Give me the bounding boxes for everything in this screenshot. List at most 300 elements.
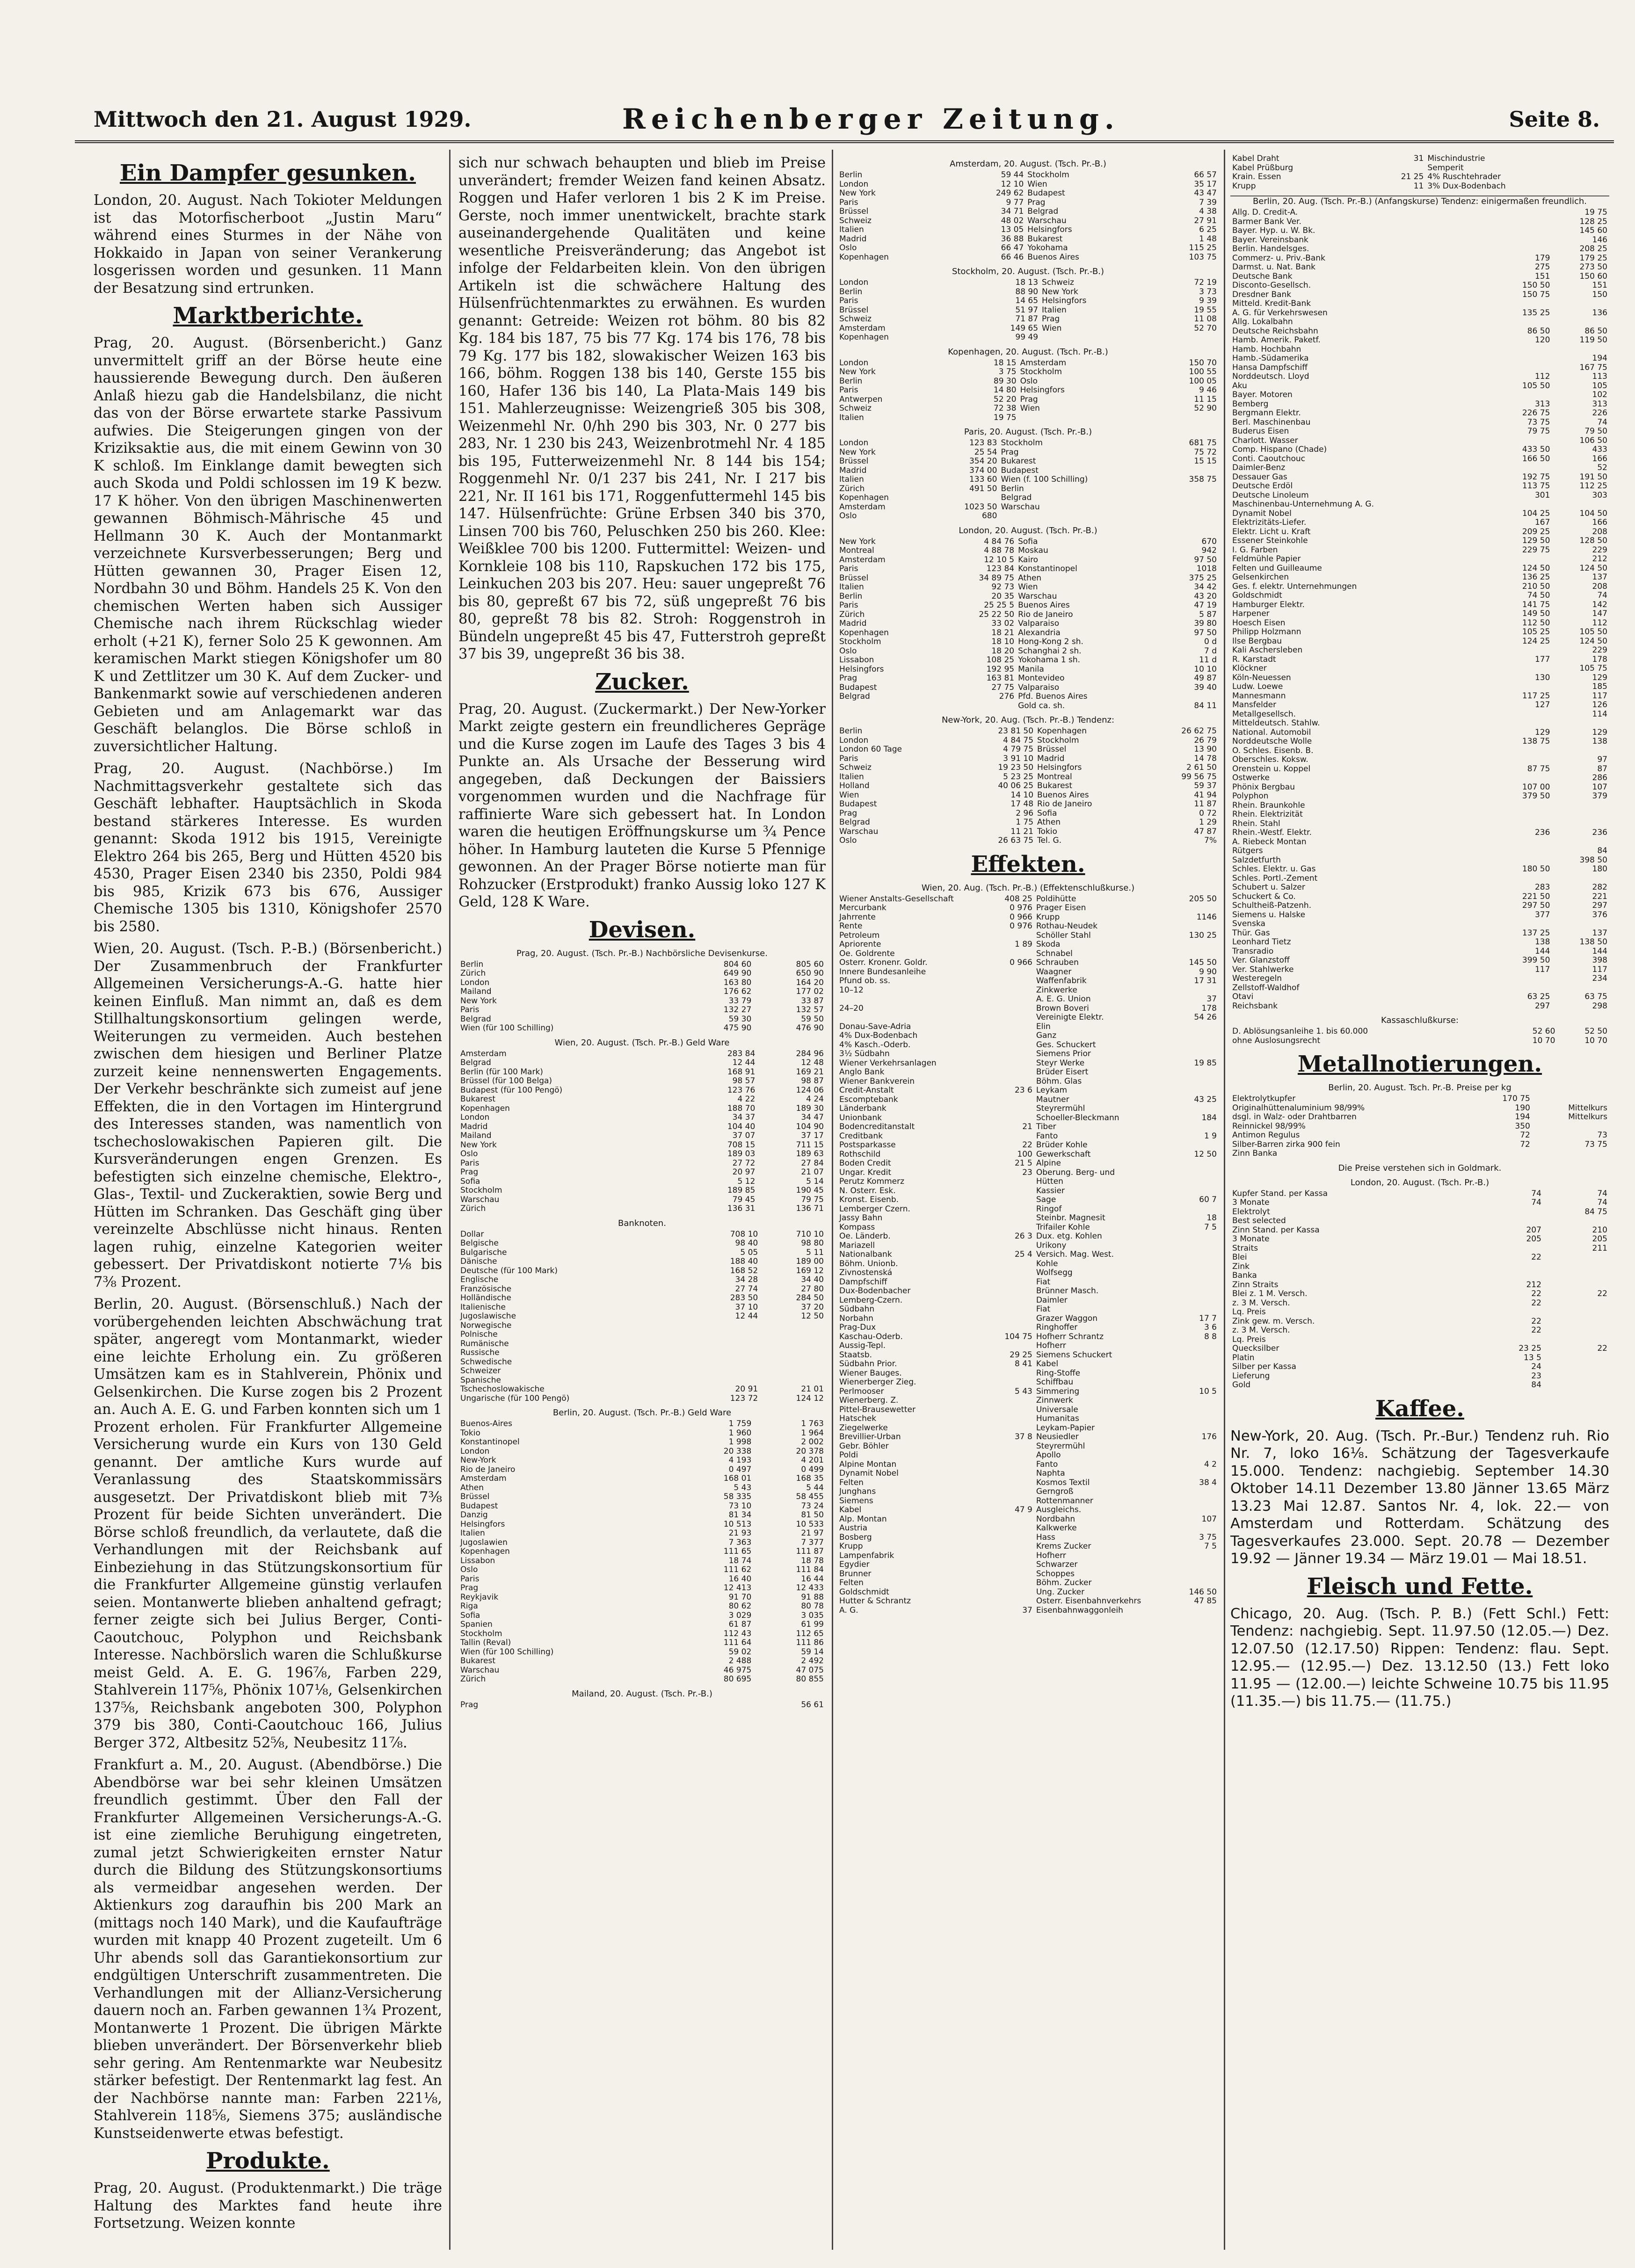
price-value xyxy=(1543,1281,1609,1290)
price-value: 13 5 xyxy=(1524,1353,1541,1362)
rate-value: 133 60 xyxy=(969,475,997,484)
security-name: Ges. f. elektr. Unternehmungen xyxy=(1232,582,1357,591)
rate-value: 25 22 50 xyxy=(979,610,1015,619)
place-name: Reykjavik xyxy=(460,1593,499,1602)
rate-value: 1 75 xyxy=(1016,818,1034,827)
quote-value xyxy=(1177,1469,1219,1478)
rate-value xyxy=(940,702,1016,711)
rate-geld: 33 79 xyxy=(728,996,752,1006)
rate-value: 374 00 xyxy=(969,466,997,475)
quote-value xyxy=(1601,182,1609,191)
table-row xyxy=(837,1323,1219,1333)
place-name: Polnische xyxy=(460,1330,498,1339)
security-name: Lq. Preis xyxy=(1232,1335,1266,1344)
place-name: Valparaiso xyxy=(1018,683,1060,692)
table-row xyxy=(837,1268,1219,1278)
table-row xyxy=(1230,299,1609,309)
table-row xyxy=(1230,1217,1609,1226)
rate-ware: 21 07 xyxy=(801,1168,824,1177)
rate-value: 0 72 xyxy=(1199,809,1217,818)
quote-value xyxy=(993,1469,1034,1478)
rate-value: 3 75 xyxy=(998,368,1017,377)
price-value: 205 xyxy=(1592,1235,1607,1244)
rate-geld: 176 62 xyxy=(723,987,752,996)
table-row xyxy=(837,1487,1219,1497)
rate-ware: 34 40 xyxy=(801,1275,824,1284)
rate-value: 66 57 xyxy=(1194,171,1217,180)
security-name: Wiener Bauges. xyxy=(839,1369,902,1378)
rate-ware: 79 75 xyxy=(801,1195,824,1204)
quote-prev: 297 50 xyxy=(1522,901,1550,910)
quote-today: 136 xyxy=(1592,308,1607,318)
table-row xyxy=(837,1196,1219,1205)
rate-value xyxy=(1162,493,1219,503)
rate-value: 681 75 xyxy=(1189,439,1217,448)
security-name: Feldmühle Papier xyxy=(1232,555,1301,564)
security-name: Schwarzer xyxy=(1036,1560,1078,1569)
kopenhagen-table xyxy=(837,359,1219,423)
rate-geld: 5 05 xyxy=(740,1248,758,1257)
rate-geld: 79 45 xyxy=(732,1195,756,1204)
rate-geld xyxy=(694,1340,760,1349)
rate-geld: 132 27 xyxy=(723,1006,752,1014)
quote-value: 8 8 xyxy=(1204,1332,1217,1341)
security-name: Blei xyxy=(1232,1253,1247,1262)
rate-value: 10 10 xyxy=(1194,665,1217,674)
security-name: Südbahn xyxy=(839,1305,875,1314)
table-row xyxy=(458,1529,826,1538)
place-name: Helsingfors xyxy=(1020,386,1065,395)
quote-value: 4 2 xyxy=(1204,1460,1217,1469)
security-name: Otavi xyxy=(1232,993,1254,1001)
security-name: Klöckner xyxy=(1232,664,1267,673)
rate-ware: 18 78 xyxy=(801,1556,824,1565)
place-name xyxy=(1018,413,1141,423)
rate-ware: 81 50 xyxy=(801,1511,824,1520)
rate-value: 149 65 xyxy=(1010,324,1039,333)
table-row xyxy=(837,1533,1219,1543)
quote-value: 0 976 xyxy=(1010,904,1032,913)
price-value: 23 xyxy=(1531,1371,1541,1381)
security-name: Dynamit Nobel xyxy=(1232,509,1292,518)
place-name: Bukarest xyxy=(460,1095,495,1104)
table-row xyxy=(458,1666,826,1675)
security-name: Ungar. Kredit xyxy=(839,1168,892,1177)
place-name: Madrid xyxy=(839,466,867,475)
quote-value xyxy=(1177,1177,1219,1187)
rate-value: 7 d xyxy=(1204,646,1217,656)
security-name: Naphta xyxy=(1036,1469,1065,1478)
price-value: 205 xyxy=(1526,1235,1541,1244)
price-value: 22 xyxy=(1531,1317,1541,1326)
article-dampfer: London, 20. August. Nach Tokioter Meldungen ist das Motorfischerboot „Justin Maru“ während eines Sturmes in der Nähe von Hokkaido in Japan von seiner Verankerung losgerissen worden und gesunken. 11 Mann der Besatzung sind ertrunken. xyxy=(94,192,442,297)
rate-ware xyxy=(760,1330,826,1340)
place-name: Berlin xyxy=(839,592,863,601)
quote-value: 37 xyxy=(1022,1606,1032,1615)
rate-ware xyxy=(760,1358,826,1367)
price-value xyxy=(1477,1308,1543,1317)
quote-value: 17 31 xyxy=(1194,977,1217,985)
table-row xyxy=(837,745,1219,754)
table-row xyxy=(1230,774,1609,783)
place-name: Warschau xyxy=(460,1195,500,1204)
quote-value xyxy=(1177,1232,1219,1241)
table-row xyxy=(837,537,1219,547)
rate-value: 12 10 xyxy=(1001,180,1024,189)
price-value: 84 75 xyxy=(1584,1207,1607,1217)
quote-prev xyxy=(1495,810,1552,819)
table-row xyxy=(458,1611,826,1621)
table-row xyxy=(837,413,1219,423)
table-row xyxy=(837,324,1219,333)
quote-value xyxy=(1177,1424,1219,1433)
quote-today: 74 xyxy=(1597,591,1607,600)
place-name: Paris xyxy=(839,386,858,395)
table-row xyxy=(458,1593,826,1602)
table-row xyxy=(837,656,1219,665)
security-name: Alpine Montan xyxy=(839,1460,897,1469)
place-name: Norwegische xyxy=(460,1321,512,1330)
place-name: London xyxy=(839,180,869,189)
security-name: Bodencreditanstalt xyxy=(839,1123,915,1131)
security-name: Siemens xyxy=(839,1496,873,1506)
rate-value: 47 87 xyxy=(1194,827,1217,836)
table-row xyxy=(458,1204,826,1214)
place-name: Madrid xyxy=(1037,754,1065,763)
place-name: Spanien xyxy=(460,1620,493,1629)
quote-value xyxy=(1177,1487,1219,1497)
quote-value xyxy=(993,1260,1034,1269)
table-row xyxy=(1230,427,1609,436)
rate-value: 99 49 xyxy=(1015,333,1039,342)
rate-value: 71 87 xyxy=(1015,315,1039,324)
quote-today: 86 50 xyxy=(1584,326,1607,336)
price-note: Mittelkurs xyxy=(1568,1103,1607,1113)
security-name: Mercurbank xyxy=(839,904,887,913)
security-name: Hütten xyxy=(1036,1177,1063,1186)
quote-value xyxy=(993,1515,1034,1524)
place-name xyxy=(1040,333,1155,342)
security-name: Darmst. u. Nat. Bank xyxy=(1232,263,1315,272)
stockholm-heading: Stockholm, 20. August. (Tsch. Pr.-B.) xyxy=(952,267,1105,276)
rate-geld: 20 91 xyxy=(735,1385,758,1394)
security-name: Westeregeln xyxy=(1232,974,1282,983)
place-name: Brüssel xyxy=(839,207,869,216)
place-name: Prag xyxy=(460,1700,479,1710)
place-name: Rio de Janeiro xyxy=(460,1465,516,1474)
table-row xyxy=(837,986,1219,995)
place-name: Alexandria xyxy=(1018,628,1061,638)
security-name: Staatsb. xyxy=(839,1350,872,1360)
table-row xyxy=(458,1557,826,1566)
devisen-wien-table xyxy=(458,1050,826,1214)
quote-value xyxy=(993,1305,1034,1314)
table-row xyxy=(1230,755,1609,765)
rate-value: 680 xyxy=(981,512,997,521)
table-row xyxy=(1230,609,1609,619)
place-name: New York xyxy=(839,189,876,198)
quote-prev: 166 50 xyxy=(1522,454,1550,464)
rate-value: 14 78 xyxy=(1194,754,1217,763)
table-row xyxy=(837,574,1219,583)
table-row xyxy=(837,1177,1219,1187)
table-row xyxy=(837,1442,1219,1451)
berlin-stocks-table xyxy=(1230,208,1609,1011)
price-note: Mittelkurs xyxy=(1568,1113,1607,1122)
table-row xyxy=(1230,746,1609,756)
quote-prev: 105 25 xyxy=(1522,628,1550,637)
rate-geld: 46 975 xyxy=(723,1666,752,1675)
rate-value: 163 81 xyxy=(986,674,1015,683)
table-row xyxy=(837,592,1219,601)
table-row xyxy=(837,782,1219,791)
quote-prev xyxy=(1495,838,1552,847)
rate-ware: 37 17 xyxy=(801,1131,824,1140)
quote-prev xyxy=(1495,391,1552,400)
quote-value xyxy=(993,1579,1034,1588)
quote-value: 21 xyxy=(1022,1123,1032,1131)
quote-today: 150 60 xyxy=(1579,272,1607,281)
quote-today: 433 xyxy=(1592,445,1607,454)
rate-value: 18 20 xyxy=(991,646,1015,656)
quote-value: 184 xyxy=(1201,1113,1217,1123)
rate-value: 49 87 xyxy=(1194,674,1217,683)
quote-value: 12 50 xyxy=(1194,1150,1217,1159)
rate-value: 14 65 xyxy=(1015,297,1039,305)
security-name: Rütgers xyxy=(1232,847,1263,855)
report-kaffee: New-York, 20. Aug. (Tsch. Pr.-Bur.) Tendenz ruh. Rio Nr. 7, loko 16⅛. Schätzung der Tagesverkaufe 15.000. Tendenz: nachgiebig. September 14.30 Oktober 14.11 Dezember 13.80 Jänner 13.65 März 13.23 Mai 12.87. Santos Nr. 4, lok. 22.— von Amsterdam und Rotterdam. Schätzung des Tagesverkaufes 23.000. Sept. 20.78 — Dezember 19.92 — Jänner 19.34 — März 19.01 — Mai 18.51. xyxy=(1230,1427,1609,1567)
security-name: Deutsche Linoleum xyxy=(1232,491,1309,500)
quote-value xyxy=(993,1570,1034,1579)
quote-value xyxy=(1177,1351,1219,1360)
table-row xyxy=(458,1420,826,1429)
table-row xyxy=(1230,1113,1609,1122)
place-name: Mailand xyxy=(460,987,492,996)
table-row xyxy=(837,1260,1219,1269)
quote-today: 63 75 xyxy=(1584,993,1607,1001)
quote-value: 408 25 xyxy=(1004,894,1032,904)
quote-today: 142 xyxy=(1592,600,1607,609)
security-name: Hass xyxy=(1036,1533,1055,1542)
security-name: Elektrizitäts-Liefer. xyxy=(1232,518,1307,527)
security-name: Alp. Montan xyxy=(839,1514,887,1524)
place-name: Wien xyxy=(1027,180,1047,189)
rate-ware: 189 30 xyxy=(796,1104,824,1113)
quote-prev xyxy=(1495,984,1552,993)
rate-geld: 81 34 xyxy=(728,1511,752,1520)
table-row xyxy=(837,904,1219,913)
rate-geld: 1 960 xyxy=(728,1428,752,1438)
table-row xyxy=(458,1058,826,1068)
security-name: Kaschau-Oderb. xyxy=(839,1332,903,1341)
quote-today xyxy=(1552,299,1609,309)
table-row xyxy=(1230,182,1609,191)
quote-today: 297 xyxy=(1592,901,1607,910)
rate-geld: 168 52 xyxy=(730,1266,758,1275)
security-name: Allg. Lokalbahn xyxy=(1232,318,1293,326)
quote-value xyxy=(993,1460,1034,1470)
place-name: Warschau xyxy=(1001,502,1040,512)
rate-geld: 3 029 xyxy=(728,1611,752,1620)
quote-prev: 52 60 xyxy=(1532,1027,1555,1036)
quote-today: 236 xyxy=(1592,828,1607,837)
quote-prev: 130 xyxy=(1534,673,1550,682)
quote-today xyxy=(1552,810,1609,819)
security-name: Essener Steinkohle xyxy=(1232,536,1308,545)
table-row xyxy=(837,288,1219,297)
place-name xyxy=(999,512,1162,521)
newyork-heading: New-York, 20. Aug. (Tsch. Pr.-B.) Tendenz: xyxy=(941,715,1115,725)
table-row xyxy=(837,1333,1219,1342)
security-name: Elektrolytkupfer xyxy=(1232,1094,1296,1103)
quote-value xyxy=(993,1278,1034,1287)
rate-geld: 136 31 xyxy=(727,1204,756,1213)
kasse-heading: Kassaschlußkurse: xyxy=(1381,1015,1459,1025)
security-name: Steyr Werke xyxy=(1036,1058,1085,1068)
rate-value: 35 17 xyxy=(1194,180,1217,189)
security-name: Schles. Portl.-Zement xyxy=(1232,874,1318,883)
report-fleisch: Chicago, 20. Aug. (Tsch. P. B.) (Fett Schl.) Fett: Tendenz: nachgiebig. Sept. 11.97.50 (12.05.—) Dez. 12.07.50 (12.17.50) Rippen: Tendenz: flau. Sept. 12.95.— (12.95.—) Dez. 13.12.50 (13.) Fett loko 11.95 — (12.00.—) leichte Schweine 10.75 bis 11.95 (11.35.—) bis 11.75.— (11.75.) xyxy=(1230,1605,1609,1710)
table-row xyxy=(837,583,1219,592)
security-name: Ver. Glanzstoff xyxy=(1232,956,1290,965)
table-row xyxy=(458,1015,826,1024)
quote-today: 137 xyxy=(1592,573,1607,582)
quote-today: 376 xyxy=(1592,910,1607,920)
place-name: Budapest (für 100 Pengö) xyxy=(460,1086,563,1095)
quote-today: 105 50 xyxy=(1579,628,1607,637)
place-name: London xyxy=(839,358,869,368)
security-name: Lieferung xyxy=(1232,1371,1270,1381)
quote-value xyxy=(1177,1369,1219,1378)
table-row xyxy=(837,1588,1219,1597)
table-row xyxy=(837,278,1219,288)
place-name: Berlin xyxy=(1001,484,1024,493)
price-value: 23 25 xyxy=(1519,1344,1541,1353)
price-value xyxy=(1543,1299,1609,1308)
rate-value: 56 61 xyxy=(801,1700,824,1710)
table-row xyxy=(458,1131,826,1141)
rate-ware: 169 12 xyxy=(796,1266,824,1275)
table-row xyxy=(837,1077,1219,1087)
quote-prev: 117 xyxy=(1534,965,1550,974)
place-name: Italien xyxy=(839,225,864,234)
table-row xyxy=(837,1378,1219,1387)
price-note xyxy=(1532,1122,1609,1131)
rate-geld: 475 90 xyxy=(723,1024,752,1033)
rate-value: 72 38 xyxy=(993,404,1017,413)
rate-value: 375 25 xyxy=(1189,573,1217,583)
rate-ware: 284 96 xyxy=(796,1049,824,1058)
security-name: Gold xyxy=(1232,1381,1251,1390)
rate-ware: 59 50 xyxy=(801,1014,824,1024)
security-name: Barmer Bank Ver. xyxy=(1232,217,1301,226)
table-row xyxy=(1230,418,1609,428)
quote-value xyxy=(993,1478,1034,1488)
quote-prev xyxy=(1495,345,1552,355)
stockholm-table xyxy=(837,278,1219,342)
quote-prev: 150 75 xyxy=(1522,290,1550,299)
quote-value: 29 25 xyxy=(1010,1350,1032,1360)
quote-today: 119 50 xyxy=(1579,336,1607,345)
table-row xyxy=(1230,363,1609,373)
quote-today: 398 xyxy=(1592,956,1607,965)
rate-value: 942 xyxy=(1201,546,1217,555)
place-name: Italien xyxy=(460,1529,485,1538)
rate-ware: 7 377 xyxy=(801,1538,824,1547)
table-row xyxy=(837,1022,1219,1032)
quote-value: 3 6 xyxy=(1204,1323,1217,1332)
table-row xyxy=(837,180,1219,189)
quote-prev xyxy=(1495,436,1552,446)
quote-prev: 226 75 xyxy=(1522,409,1550,418)
security-name: Hofherr xyxy=(1036,1551,1066,1560)
security-name: Siemens Prior xyxy=(1036,1050,1091,1058)
security-name: Norddeutsche Wolle xyxy=(1232,737,1312,746)
column-1 xyxy=(94,154,442,2250)
quote-value xyxy=(993,1013,1034,1022)
price-value: 74 xyxy=(1597,1198,1607,1207)
table-row xyxy=(837,1606,1219,1616)
rate-value: 41 94 xyxy=(1194,790,1217,800)
rate-geld: 91 70 xyxy=(728,1593,752,1602)
security-name: z. 3 M. Versch. xyxy=(1232,1298,1290,1308)
table-row xyxy=(1230,1262,1609,1272)
security-name: Siemens u. Halske xyxy=(1232,910,1306,920)
security-name: Kabel xyxy=(1036,1360,1059,1369)
table-row xyxy=(1230,164,1609,173)
quote-value: 23 6 xyxy=(1014,1086,1032,1095)
quote-today: 112 25 xyxy=(1579,482,1607,491)
rate-geld: 80 62 xyxy=(728,1602,752,1611)
rate-geld: 163 80 xyxy=(723,978,752,987)
price-value xyxy=(1543,1271,1609,1281)
place-name: Tallin (Reval) xyxy=(460,1638,511,1647)
rate-ware: 111 87 xyxy=(796,1547,824,1556)
place-name: Budapest xyxy=(1027,189,1065,198)
table-row xyxy=(458,1141,826,1150)
table-row xyxy=(837,727,1219,736)
table-row xyxy=(837,485,1219,494)
quote-prev: 144 xyxy=(1534,947,1550,956)
table-row xyxy=(837,1159,1219,1168)
place-name: Italien xyxy=(839,413,864,422)
table-row xyxy=(837,702,1219,711)
rate-ware: 3 035 xyxy=(801,1611,824,1620)
place-name: Warschau xyxy=(1027,216,1067,225)
security-name: Goldschmidt xyxy=(1232,591,1282,600)
price-value: 194 xyxy=(1515,1113,1530,1122)
rate-geld xyxy=(694,1348,760,1358)
quote-today: 229 xyxy=(1592,646,1607,655)
place-name: Kopenhagen xyxy=(839,493,889,502)
quote-prev: 74 50 xyxy=(1527,591,1550,600)
place-name: Madrid xyxy=(839,619,867,628)
table-row xyxy=(1230,1198,1609,1208)
table-row xyxy=(837,1560,1219,1570)
security-name: Junghans xyxy=(839,1487,876,1496)
security-name: Kali Aschersleben xyxy=(1232,646,1303,655)
rate-ware: 47 075 xyxy=(796,1666,824,1675)
table-row xyxy=(837,1551,1219,1561)
table-row xyxy=(458,1358,826,1367)
quote-value xyxy=(1177,1305,1219,1314)
paris-table xyxy=(837,439,1219,521)
table-row xyxy=(837,1524,1219,1533)
table-row xyxy=(837,565,1219,574)
security-name: Zivnostenská xyxy=(839,1268,893,1277)
security-name: Fanto xyxy=(1036,1131,1058,1141)
security-name: Svenska xyxy=(1232,920,1265,928)
